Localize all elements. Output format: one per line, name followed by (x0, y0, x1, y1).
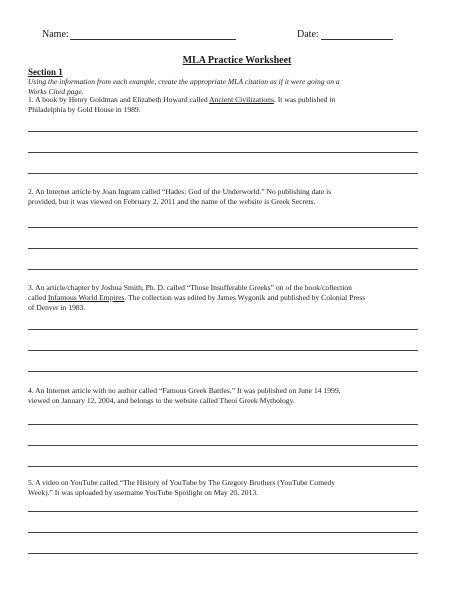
answer-line[interactable] (28, 511, 418, 512)
question-3-line-1: 3. An article/chapter by Joshua Smith, Ph. D. called “Those Insufferable Greeks” on of the book/collection (28, 283, 352, 292)
name-label: Name: (42, 29, 69, 40)
answer-line[interactable] (28, 227, 418, 228)
question-2-line-1: 2. An Internet article by Joan Ingram called “Hades: God of the Underworld.” No publishing date is (28, 187, 332, 196)
question-3-line-3: of Denver in 1983. (28, 303, 86, 312)
answer-line[interactable] (28, 553, 418, 554)
answer-line[interactable] (28, 248, 418, 249)
answer-line[interactable] (28, 152, 418, 153)
text: . The collection was edited by James Wygonik and published by Colonial Press (124, 293, 366, 302)
answer-line[interactable] (28, 269, 418, 270)
name-field[interactable] (70, 39, 236, 40)
answer-line[interactable] (28, 445, 418, 446)
instructions-line-2: Works Cited page. (28, 87, 84, 96)
text: 1. A book by Henry Goldman and Elizabeth Howard called (28, 95, 210, 104)
answer-line[interactable] (28, 350, 418, 351)
page-title: MLA Practice Worksheet (182, 55, 292, 66)
answer-line[interactable] (28, 131, 418, 132)
book-title: Ancient Civilizations (209, 95, 274, 104)
question-4-line-1: 4. An Internet article with no author called “Famous Greek Battles.” It was published on June 14 1999, (28, 386, 341, 395)
date-field[interactable] (321, 39, 393, 40)
answer-line[interactable] (28, 424, 418, 425)
text: called (28, 293, 49, 302)
answer-line[interactable] (28, 532, 418, 533)
question-2-line-2: provided, but it was viewed on February 2, 2011 and the name of the website is Greek Secrets. (28, 197, 316, 206)
question-3-line-2 (28, 293, 365, 303)
question-5-line-2: Week).” It was uploaded by username YouTube Spotlight on May 20, 2013. (28, 488, 259, 497)
answer-line[interactable] (28, 173, 418, 174)
question-1-line-2: Philadelphia by Gold House in 1989. (28, 105, 141, 114)
book-title: Infamous World Empires (48, 293, 125, 302)
section-heading: Section 1 (28, 67, 63, 77)
text: . It was published in (273, 95, 336, 104)
question-5-line-1: 5. A video on YouTube called “The History of YouTube by The Gregory Brothers (YouTube Comedy (28, 478, 336, 487)
instructions-line-1: Using the information from each example, create the appropriate MLA citation as if it were going on a (28, 77, 340, 86)
answer-line[interactable] (28, 466, 418, 467)
answer-line[interactable] (28, 371, 418, 372)
answer-line[interactable] (28, 329, 418, 330)
question-1-line-1 (28, 95, 335, 105)
date-label: Date: (297, 29, 319, 40)
question-4-line-2: viewed on January 12, 2004, and belongs to the website called Theoi Greek Mythology. (28, 396, 295, 405)
